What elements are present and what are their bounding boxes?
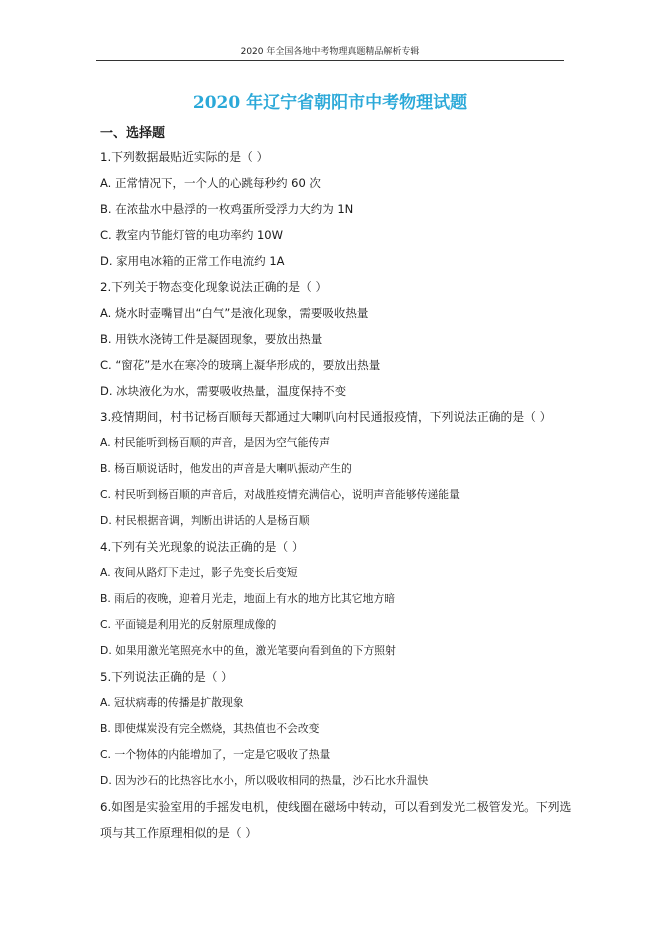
option-c: C. 一个物体的内能增加了，一定是它吸收了热量 [100, 748, 331, 761]
option-d: D. 村民根据音调，判断出讲话的人是杨百顺 [100, 514, 310, 527]
option-d: D. 家用电冰箱的正常工作电流约 1A [100, 254, 285, 268]
question-stem: 5.下列说法正确的是（ ） [100, 670, 233, 684]
option-b: B. 用铁水浇铸工件是凝固现象，要放出热量 [100, 332, 323, 346]
question-stem: 3.疫情期间，村书记杨百顺每天都通过大喇叭向村民通报疫情，下列说法正确的是（ ） [100, 410, 552, 424]
running-header: 2020 年全国各地中考物理真题精品解析专辑 [240, 47, 420, 57]
option-b: B. 杨百顺说话时，他发出的声音是大喇叭振动产生的 [100, 462, 352, 475]
option-a: A. 夜间从路灯下走过，影子先变长后变短 [100, 566, 298, 579]
option-c: C. “窗花”是水在寒冷的玻璃上凝华形成的，要放出热量 [100, 358, 381, 372]
question-stem: 4.下列有关光现象的说法正确的是（ ） [100, 540, 304, 554]
section-heading: 一、选择题 [100, 126, 166, 141]
question-stem: 6.如图是实验室用的手摇发电机，使线圈在磁场中转动，可以看到发光二极管发光。下列选 [100, 800, 572, 814]
option-c: C. 教室内节能灯管的电功率约 10W [100, 228, 283, 242]
option-a: A. 冠状病毒的传播是扩散现象 [100, 696, 244, 709]
question-stem: 1.下列数据最贴近实际的是（ ） [100, 150, 269, 164]
option-c: C. 村民听到杨百顺的声音后，对战胜疫情充满信心，说明声音能够传递能量 [100, 488, 460, 501]
page-title: 2020 年辽宁省朝阳市中考物理试题 [192, 93, 468, 113]
option-c: C. 平面镜是利用光的反射原理成像的 [100, 618, 277, 631]
option-a: A. 烧水时壶嘴冒出“白气”是液化现象，需要吸收热量 [100, 306, 369, 320]
option-a: A. 村民能听到杨百顺的声音，是因为空气能传声 [100, 436, 330, 449]
question-stem: 2.下列关于物态变化现象说法正确的是（ ） [100, 280, 328, 294]
question-stem-continued: 项与其工作原理相似的是（ ） [100, 826, 258, 840]
option-d: D. 冰块液化为水，需要吸收热量，温度保持不变 [100, 384, 347, 398]
header-divider [96, 60, 564, 61]
option-d: D. 因为沙石的比热容比水小，所以吸收相同的热量，沙石比水升温快 [100, 774, 429, 787]
option-b: B. 雨后的夜晚，迎着月光走，地面上有水的地方比其它地方暗 [100, 592, 395, 605]
option-b: B. 即使煤炭没有完全燃烧，其热值也不会改变 [100, 722, 320, 735]
option-b: B. 在浓盐水中悬浮的一枚鸡蛋所受浮力大约为 1N [100, 202, 354, 216]
option-a: A. 正常情况下，一个人的心跳每秒约 60 次 [100, 176, 321, 190]
option-d: D. 如果用激光笔照亮水中的鱼，激光笔要向看到鱼的下方照射 [100, 644, 396, 657]
